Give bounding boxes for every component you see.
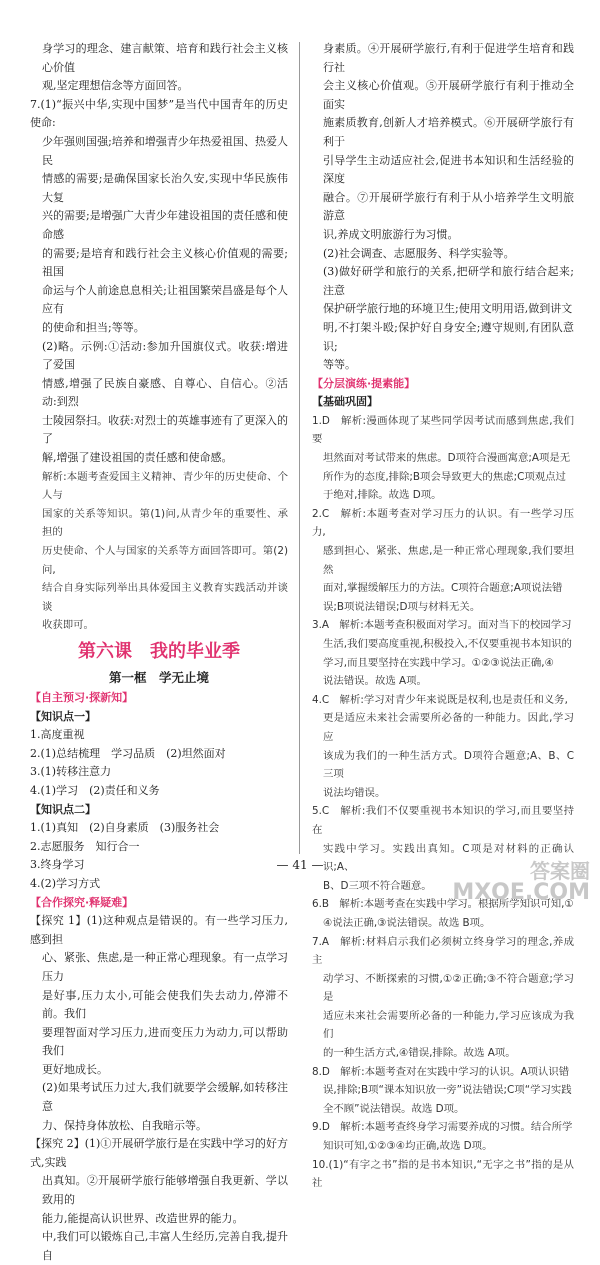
answer-line: 4.(1)学习 (2)责任和义务	[30, 783, 160, 797]
answer-line: 误;B项说法错误;D项与材料无关。	[323, 600, 481, 613]
answer-line: 知识可知,①②③④均正确,故选 D项。	[323, 1140, 493, 1153]
lesson-title: 第六课 我的毕业季	[78, 641, 240, 662]
answer-line: 误,排除;B项“课本知识放一旁”说法错误;C项“学习实践	[323, 1084, 572, 1097]
section-heading: 【自主预习·探新知】	[30, 691, 134, 704]
frame-title: 第一框 学无止境	[108, 670, 209, 685]
answer-line: 2.C 解析:本题考查对学习压力的认识。有一些学习压力,	[312, 507, 574, 539]
explanation-line: 历史使命、个人与国家的关系等方面回答即可。第(2)问,	[42, 545, 288, 576]
text-line: 士陵园祭扫。收获:对烈士的英雄事迹有了更深入的了	[42, 413, 288, 446]
answer-line: B、D三项不符合题意。	[323, 879, 432, 892]
answer-line: 3.终身学习	[30, 858, 85, 872]
answer-line: 适应未来社会需要所必备的一种能力,学习应该成为我们	[323, 1009, 574, 1041]
text-line: 情感,增强了民族自豪感、自尊心、自信心。②活动:到烈	[42, 376, 288, 409]
page-number: — 41 —	[276, 858, 324, 872]
text-line: 施素质教育,创新人才培养模式。⑥开展研学旅行有利于	[323, 116, 574, 148]
text-line: 出真知。②开展研学旅行能够增强自我更新、学以致用的	[42, 1174, 288, 1207]
text-line: 能力,能提高认识世界、改造世界的能力。	[42, 1211, 244, 1225]
answer-line: 生活,我们要高度重视,积极投入,不仅要重视书本知识的	[323, 638, 572, 650]
text-line: 的使命和担当;等等。	[42, 320, 145, 334]
text-line: 身学习的理念、建言献策、培育和践行社会主义核心价值	[42, 42, 288, 74]
text-line: 兴的需要;是增强广大青少年建设祖国的责任感和使命感	[42, 209, 288, 241]
text-line: (2)略。示例:①活动:参加升国旗仪式。收获:增进了爱国	[42, 339, 288, 372]
answer-line: 的一种生活方式,④错误,排除。故选 A项。	[323, 1047, 516, 1060]
answer-line: 坦然面对考试带来的焦虑。D项符合漫画寓意;A项是无	[323, 452, 571, 465]
text-line: 的需要;是培育和践行社会主义核心价值观的需要;祖国	[42, 246, 288, 279]
watermark	[452, 860, 590, 904]
text-line: 观,坚定理想信念等方面回答。	[42, 79, 189, 93]
text-line: 情感的需要;是确保国家长治久安,实现中华民族伟大复	[42, 172, 288, 204]
text-line: 力、保持身体放松、自我暗示等。	[42, 1118, 207, 1132]
section-heading: 【合作探究·释疑难】	[30, 895, 134, 909]
text-line: 【探究 2】(1)①开展研学旅行是在实践中学习的好方式,实践	[30, 1137, 288, 1169]
text-line: 命运与个人前途息息相关;让祖国繁荣昌盛是每个人应有	[42, 283, 288, 316]
answer-line: 学习,而且要坚持在实践中学习。①②③说法正确,④	[323, 656, 554, 669]
answer-line: 更是适应未来社会需要所必备的一种能力。因此,学习应	[323, 712, 574, 743]
answer-line: 8.D 解析:本题考查对在实践中学习的认识。A项认识错	[312, 1065, 570, 1078]
left-column	[30, 40, 288, 1265]
subsection-heading: 【知识点一】	[30, 709, 96, 723]
explanation-line: 收获即可。	[42, 619, 94, 632]
text-line: 等等。	[323, 358, 356, 372]
subsection-heading: 【知识点二】	[30, 802, 96, 816]
answer-line: 说法均错误。	[323, 786, 386, 799]
subsection-heading: 【基础巩固】	[312, 395, 378, 409]
answer-line: 5.C 解析:我们不仅要重视书本知识的学习,而且要坚持在	[312, 805, 574, 836]
answer-line: 4.C 解析:学习对青少年来说既是权利,也是责任和义务,	[312, 693, 568, 706]
answer-line: 说法错误。故选 A项。	[323, 675, 427, 688]
text-line: 心、紧张、焦虑,是一种正常心理现象。有一点学习压力	[42, 951, 288, 983]
text-line: 中,我们可以锻炼自己,丰富人生经历,完善自我,提升自	[42, 1230, 288, 1262]
watermark-bottom: MXQE.COM	[452, 880, 590, 905]
text-line: 会主义核心价值观。⑤开展研学旅行有利于推动全面实	[323, 79, 574, 111]
text-line: 保护研学旅行地的环境卫生;使用文明用语,做到讲文	[323, 302, 573, 316]
answer-line: 1.(1)真知 (2)自身素质 (3)服务社会	[30, 821, 220, 835]
text-line: 7.(1)“振兴中华,实现中国梦”是当代中国青年的历史使命:	[30, 97, 288, 130]
answer-line: 3.(1)转移注意力	[30, 765, 112, 779]
answer-line: 1.D 解析:漫画体现了某些同学因考试而感到焦虑,我们要	[312, 414, 574, 446]
text-line: 要理智面对学习压力,进而变压力为动力,可以帮助我们	[42, 1025, 288, 1058]
text-line: 身素质。④开展研学旅行,有利于促进学生培育和践行社	[323, 42, 574, 74]
explanation-line: 解析:本题考查爱国主义精神、青少年的历史使命、个人与	[42, 470, 288, 502]
section-heading: 【分层演练·提素能】	[312, 376, 416, 390]
watermark-top: 答案圈	[530, 859, 590, 883]
answer-line: 7.A 解析:材料启示我们必须树立终身学习的理念,养成主	[312, 935, 574, 967]
answer-line: 6.B 解析:本题考查在实践中学习。根据所学知识可知,①	[312, 898, 574, 911]
text-line: 更好地成长。	[42, 1062, 108, 1076]
answer-line: ④说法正确,③说法错误。故选 B项。	[323, 916, 491, 929]
answer-line: 实践中学习。实践出真知。C项是对材料的正确认识;A、	[323, 842, 574, 874]
answer-line: 1.高度重视	[30, 728, 85, 742]
text-line: 【探究 1】(1)这种观点是错误的。有一些学习压力,感到担	[30, 914, 288, 946]
text-line: (2)社会调查、志愿服务、科学实验等。	[323, 246, 515, 260]
answer-line: 9.D 解析:本题考查终身学习需要养成的习惯。结合所学	[312, 1121, 573, 1134]
text-line: (3)做好研学和旅行的关系,把研学和旅行结合起来;注意	[323, 265, 574, 297]
answer-line: 所作为的态度,排除;B项会导致更大的焦虑;C项观点过	[323, 470, 566, 483]
answer-line: 全不顾”说法错误。故选 D项。	[323, 1102, 465, 1115]
text-line: 识,养成文明旅游行为习惯。	[323, 227, 459, 241]
text-line: 是好事,压力太小,可能会使我们失去动力,停滞不前。我们	[42, 988, 288, 1021]
text-line: 融合。⑦开展研学旅行有利于从小培养学生文明旅游意	[323, 190, 574, 223]
answer-line: 4.(2)学习方式	[30, 876, 101, 890]
answer-line: 于绝对,排除。故选 D项。	[323, 489, 442, 502]
answer-line: 3.A 解析:本题考查积极面对学习。面对当下的校园学习	[312, 619, 572, 632]
answer-line: 感到担心、紧张、焦虑,是一种正常心理现象,我们要坦然	[323, 545, 574, 576]
text-line: 少年强则国强;培养和增强青少年热爱祖国、热爱人民	[42, 134, 288, 167]
answer-line: 动学习、不断探索的习惯,①②正确;③不符合题意;学习是	[323, 972, 574, 1004]
column-divider	[299, 42, 300, 854]
answer-line: 10.(1)“有字之书”指的是书本知识,“无字之书”指的是从社	[312, 1158, 574, 1190]
right-column	[312, 40, 574, 1193]
answer-line: 面对,掌握缓解压力的方法。C项符合题意;A项说法错	[323, 582, 563, 595]
explanation-line: 结合自身实际列举出具体爱国主义教育实践活动并谈谈	[42, 582, 288, 613]
text-line: (2)如果考试压力过大,我们就要学会缓解,如转移注意	[42, 1081, 288, 1114]
text-line: 解,增强了建设祖国的责任感和使命感。	[42, 451, 233, 465]
answer-line: 2.志愿服务 知行合一	[30, 839, 140, 853]
text-line: 明,不打架斗殴;保护好自身安全;遵守规则,有团队意识;	[323, 320, 574, 353]
answer-line: 2.(1)总结梳理 学习品质 (2)坦然面对	[30, 746, 226, 760]
explanation-line: 国家的关系等知识。第(1)问,从青少年的重要性、承担的	[42, 507, 288, 539]
answer-line: 该成为我们的一种生活方式。D项符合题意;A、B、C三项	[323, 749, 574, 781]
text-line: 引导学生主动适应社会,促进书本知识和生活经验的深度	[323, 153, 574, 186]
